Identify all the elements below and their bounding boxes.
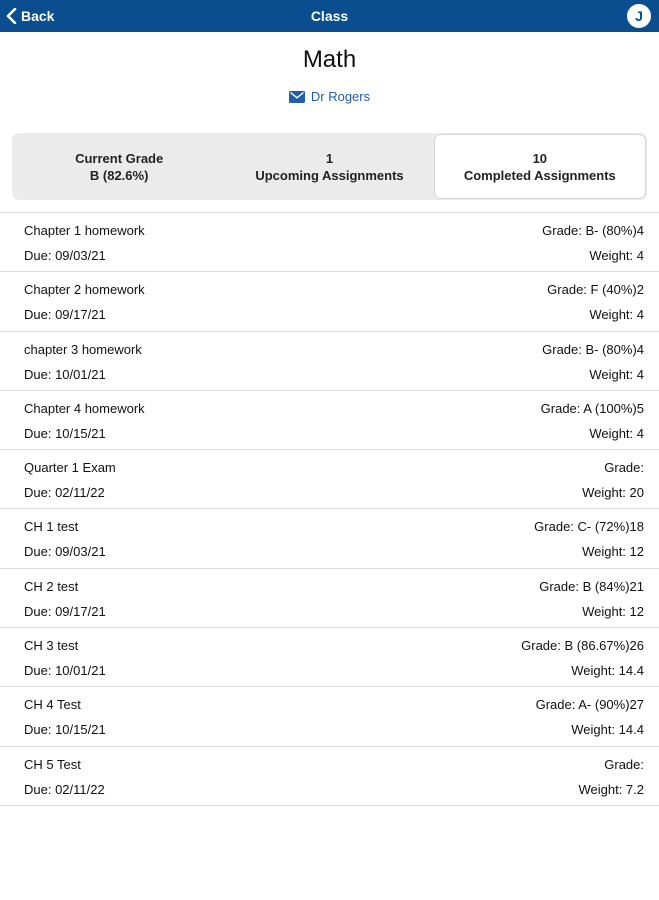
assignment-name: Chapter 4 homework bbox=[24, 400, 145, 416]
assignment-grade: Grade: B (86.67%)26 bbox=[521, 638, 644, 654]
nav-title: Class bbox=[310, 8, 349, 24]
assignment-row[interactable] bbox=[0, 272, 659, 331]
segment-line2: B (82.6%) bbox=[89, 167, 149, 183]
assignment-row[interactable] bbox=[0, 332, 659, 391]
assignment-weight: Weight: 4 bbox=[589, 366, 644, 382]
assignment-due: Due: 10/15/21 bbox=[24, 722, 106, 738]
navigation-bar bbox=[0, 0, 659, 32]
assignment-name: CH 5 Test bbox=[24, 756, 81, 772]
assignment-grade: Grade: bbox=[604, 460, 644, 476]
assignment-name: Chapter 2 homework bbox=[24, 282, 145, 298]
segment-line2: Completed Assignments bbox=[463, 167, 616, 183]
assignment-grade: Grade: A (100%)5 bbox=[540, 400, 644, 416]
assignment-row[interactable] bbox=[0, 509, 659, 568]
assignment-name: CH 4 Test bbox=[24, 697, 81, 713]
summary-segmented-control bbox=[12, 133, 647, 200]
assignment-grade: Grade: B- (80%)4 bbox=[542, 223, 644, 238]
segment-line1: Current Grade bbox=[75, 150, 164, 166]
assignment-weight: Weight: 20 bbox=[582, 485, 644, 501]
assignment-grade: Grade: F (40%)2 bbox=[547, 282, 644, 298]
assignment-due: Due: 10/01/21 bbox=[24, 663, 106, 679]
assignment-due: Due: 09/17/21 bbox=[24, 603, 106, 619]
assignment-weight: Weight: 14.4 bbox=[571, 722, 644, 738]
assignment-weight: Weight: 7.2 bbox=[578, 781, 644, 797]
assignment-due: Due: 02/11/22 bbox=[24, 781, 105, 797]
back-button[interactable] bbox=[6, 0, 54, 32]
segment-current-grade[interactable] bbox=[14, 135, 224, 198]
assignment-weight: Weight: 12 bbox=[582, 603, 644, 619]
assignment-name: CH 2 test bbox=[24, 578, 79, 594]
assignment-weight: Weight: 4 bbox=[589, 425, 644, 441]
assignment-grade: Grade: C- (72%)18 bbox=[534, 519, 644, 535]
mail-icon bbox=[289, 91, 305, 103]
assignment-weight: Weight: 4 bbox=[589, 248, 644, 263]
segment-line2: Upcoming Assignments bbox=[255, 167, 404, 183]
assignment-list bbox=[0, 212, 659, 806]
assignment-due: Due: 09/17/21 bbox=[24, 307, 106, 323]
page-title: Math bbox=[302, 46, 357, 73]
assignment-row[interactable] bbox=[0, 391, 659, 450]
segment-upcoming-assignments[interactable] bbox=[224, 135, 434, 198]
assignment-weight: Weight: 12 bbox=[582, 544, 644, 560]
assignment-name: CH 1 test bbox=[24, 519, 79, 535]
user-avatar[interactable]: J bbox=[627, 4, 651, 28]
assignment-row[interactable] bbox=[0, 628, 659, 687]
back-label: Back bbox=[21, 8, 55, 24]
assignment-row[interactable] bbox=[0, 450, 659, 509]
assignment-row[interactable] bbox=[0, 213, 659, 272]
assignment-name: CH 3 test bbox=[24, 638, 79, 654]
assignment-grade: Grade: bbox=[604, 756, 644, 772]
assignment-grade: Grade: A- (90%)27 bbox=[535, 697, 644, 713]
assignment-name: chapter 3 homework bbox=[24, 341, 142, 357]
teacher-name: Dr Rogers bbox=[310, 89, 371, 104]
assignment-weight: Weight: 4 bbox=[589, 307, 644, 323]
assignment-due: Due: 02/11/22 bbox=[24, 485, 105, 501]
assignment-row[interactable] bbox=[0, 687, 659, 746]
segment-line1: 1 bbox=[325, 150, 334, 166]
segment-line1: 10 bbox=[532, 150, 548, 166]
assignment-grade: Grade: B- (80%)4 bbox=[542, 341, 644, 357]
assignment-row[interactable] bbox=[0, 747, 659, 806]
assignment-due: Due: 10/15/21 bbox=[24, 425, 106, 441]
assignment-due: Due: 10/01/21 bbox=[24, 366, 106, 382]
assignment-due: Due: 09/03/21 bbox=[24, 248, 106, 263]
segment-completed-assignments[interactable] bbox=[435, 135, 645, 198]
assignment-weight: Weight: 14.4 bbox=[571, 663, 644, 679]
assignment-row[interactable] bbox=[0, 569, 659, 628]
assignment-name: Quarter 1 Exam bbox=[24, 460, 116, 476]
assignment-due: Due: 09/03/21 bbox=[24, 544, 106, 560]
chevron-left-icon bbox=[6, 8, 17, 24]
assignment-name: Chapter 1 homework bbox=[24, 223, 145, 238]
teacher-email-link[interactable] bbox=[0, 89, 659, 104]
assignment-grade: Grade: B (84%)21 bbox=[539, 578, 644, 594]
